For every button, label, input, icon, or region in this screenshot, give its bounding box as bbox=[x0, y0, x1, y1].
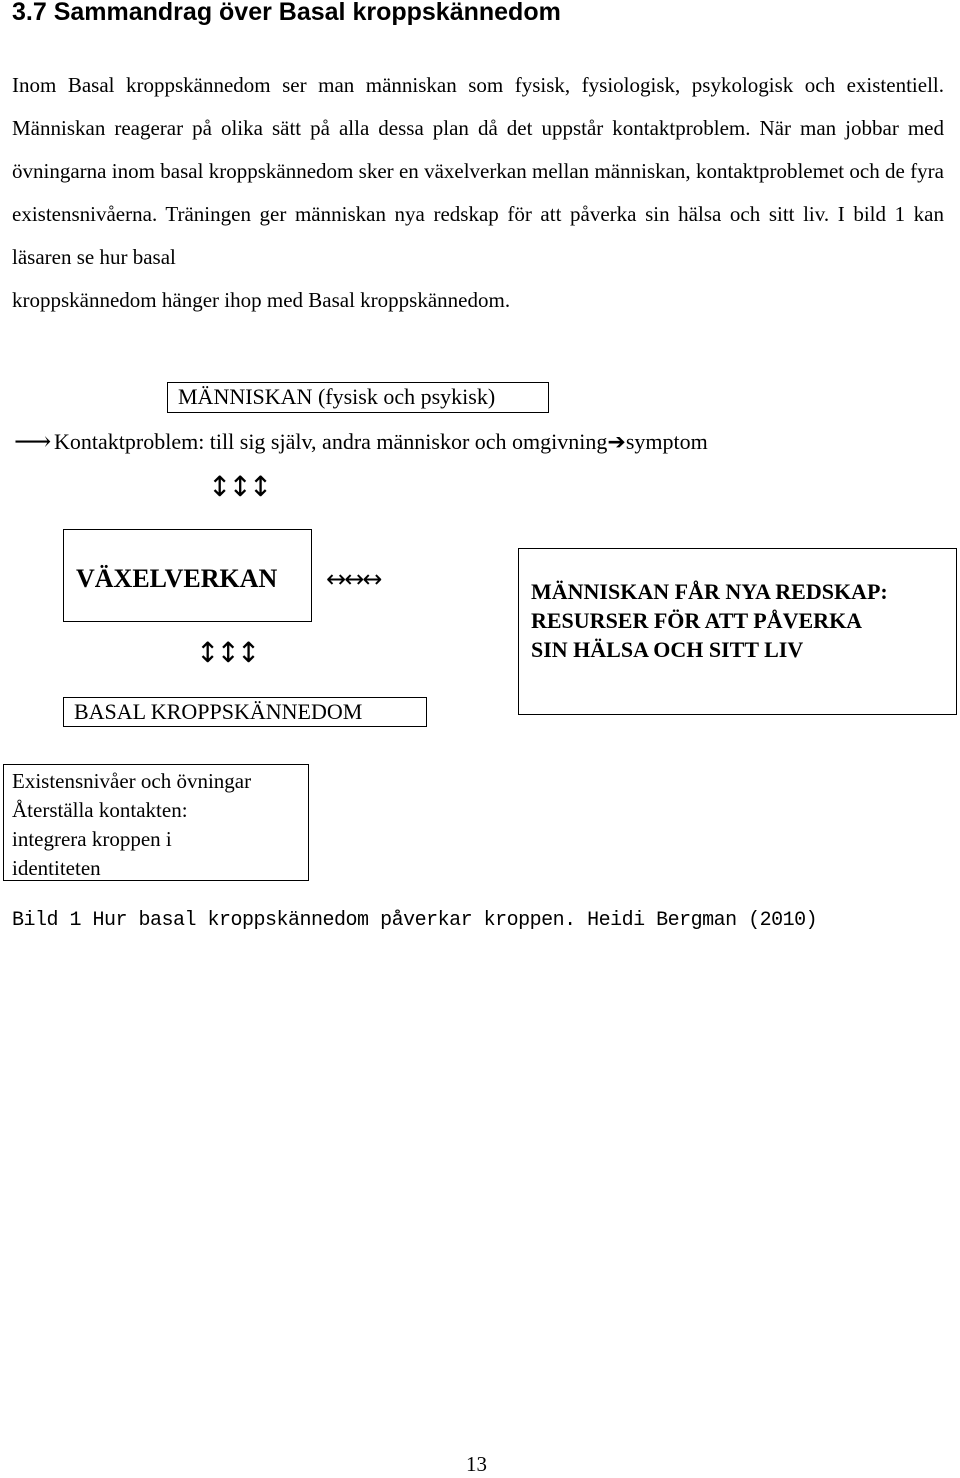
figure-caption: Bild 1 Hur basal kroppskännedom påverkar kroppen. Heidi Bergman (2010) bbox=[12, 909, 818, 932]
page-number: 13 bbox=[466, 1452, 487, 1476]
redskap-line: MÄNNISKAN FÅR NYA REDSKAP: bbox=[531, 579, 888, 604]
vaxelverkan-label: VÄXELVERKAN bbox=[76, 564, 278, 593]
existens-line: Existensnivåer och övningar bbox=[12, 769, 252, 793]
vertical-arrows-icon: ↕↕↕ bbox=[208, 470, 270, 503]
existensnivaer-box bbox=[3, 764, 309, 881]
vaxelverkan-box bbox=[63, 529, 312, 622]
existens-line: identiteten bbox=[12, 856, 101, 880]
basal-kroppskannedom-box bbox=[63, 697, 427, 727]
redskap-box bbox=[518, 548, 957, 715]
manniskan-label: MÄNNISKAN (fysisk och psykisk) bbox=[178, 384, 496, 409]
right-arrow-icon: ⟶ bbox=[14, 427, 52, 456]
vertical-arrows-icon: ↕↕↕ bbox=[196, 636, 258, 669]
inline-right-arrow-icon: ➔ bbox=[607, 430, 626, 455]
summary-paragraph bbox=[12, 64, 944, 322]
basal-kroppskannedom-label: BASAL KROPPSKÄNNEDOM bbox=[74, 699, 363, 724]
redskap-line: RESURSER FÖR ATT PÅVERKA bbox=[531, 608, 863, 633]
symptom-text: symptom bbox=[625, 429, 708, 454]
kontaktproblem-text: Kontaktproblem: till sig själv, andra människor och omgivning bbox=[54, 429, 608, 454]
section-heading: 3.7 Sammandrag över Basal kroppskännedom bbox=[12, 0, 561, 26]
manniskan-box bbox=[167, 382, 549, 413]
existens-line: integrera kroppen i bbox=[12, 827, 172, 851]
kontaktproblem-row bbox=[14, 427, 708, 457]
existens-line: Återställa kontakten: bbox=[12, 798, 188, 822]
summary-paragraph-body: Inom Basal kroppskännedom ser man människan som fysisk, fysiologisk, psykologisk och existentiell. Människan reagerar på olika sätt på alla dessa plan då det uppstår kontaktproblem. När man jobbar med övningarna inom basal kroppskännedom sker en växelverkan mellan människan, kontaktproblemet och de fyra existensnivåerna. Träningen ger människan nya redskap för att påverka sin hälsa och sitt liv. I bild 1 kan läsaren se hur basal bbox=[12, 73, 944, 269]
redskap-line: SIN HÄLSA OCH SITT LIV bbox=[531, 637, 804, 662]
summary-paragraph-last-line: kroppskännedom hänger ihop med Basal kroppskännedom. bbox=[12, 288, 511, 312]
horizontal-arrows-icon: ↔↔↔ bbox=[326, 565, 381, 593]
